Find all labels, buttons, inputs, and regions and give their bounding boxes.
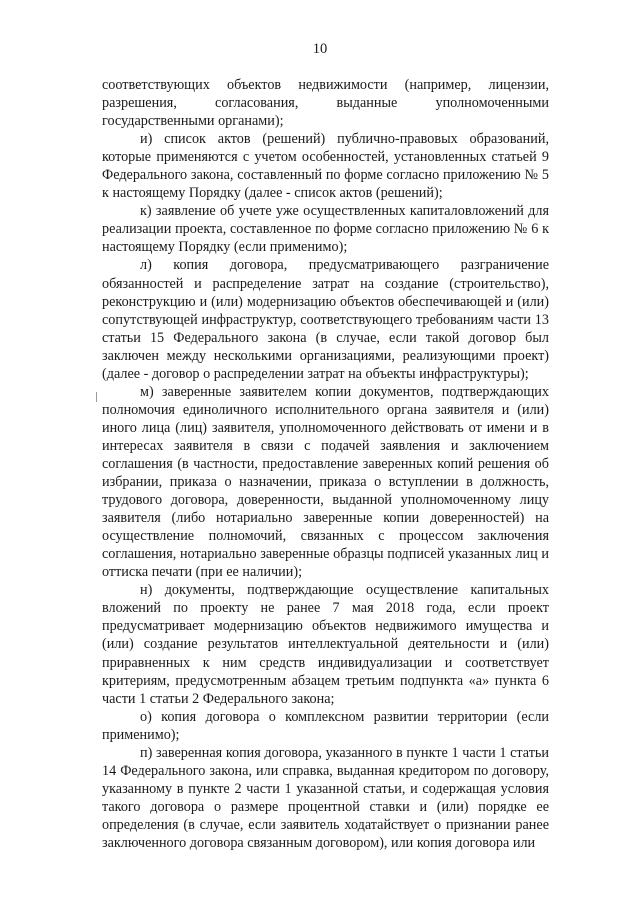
paragraph-item-k: к) заявление об учете уже осуществленных капиталовложений для реализации проекта, составленное по форме согласно приложению № 6 к настоящему Порядку (если применимо); [102,203,549,256]
document-body [102,76,549,852]
margin-mark [96,392,97,402]
paragraph-continuation: соответствующих объектов недвижимости (например, лицензии, разрешения, согласования, выданные уполномоченными государственными органами); [102,77,549,130]
page-number: 10 [312,41,328,57]
paragraph-item-o: о) копия договора о комплексном развитии территории (если применимо); [102,708,549,743]
paragraph-item-p: п) заверенная копия договора, указанного в пункте 1 части 1 статьи 14 Федерального закона, или справка, выданная кредитором по договору, указанному в пункте 2 части 1 указанной статьи, и содержащая условия такого договора о размере процентной ставки и (или) порядке ее определения (в случае, если заявитель ходатайствует о признании ранее заключенного договора связанным договором), или копия договора или [102,744,549,851]
paragraph-item-n: н) документы, подтверждающие осуществление капитальных вложений по проекту не ранее 7 мая 2018 года, если проект предусматривает модернизацию объектов недвижимого имущества и (или) создание результатов интеллектуальной деятельности и (или) приравненных к ним средств индивидуализации и соответствует критериям, предусмотренным абзацем третьим подпункта «а» пункта 6 части 1 статьи 2 Федерального закона; [102,582,549,707]
paragraph-item-l: л) копия договора, предусматривающего разграничение обязанностей и распределение затрат на создание (строительство), реконструкцию и (или) модернизацию объектов обеспечивающей и (или) сопутствующей инфраструктур, соответствующего требованиям части 13 статьи 15 Федерального закона (в случае, если такой договор был заключен между несколькими организациями, реализующими проект) (далее - договор о распределении затрат на объекты инфраструктуры); [102,257,549,382]
paragraph-item-m: м) заверенные заявителем копии документов, подтверждающих полномочия единоличного исполнительного органа заявителя и (или) иного лица (лиц) заявителя, уполномоченного действовать от имени и в интересах заявителя в связи с подачей заявления и заключением соглашения (в частности, предоставление заверенных копий решения об избрании, приказа о назначении, приказа о вступлении в должность, трудового договора, доверенности, выданной уполномоченному лицу заявителя (либо нотариально заверенные копии доверенностей) на осуществление полномочий, связанных с процессом заключения соглашения, нотариально заверенные образцы подписей указанных лиц и оттиска печати (при ее наличии); [102,383,549,581]
paragraph-item-i: и) список актов (решений) публично-правовых образований, которые применяются с учетом особенностей, установленных статьей 9 Федерального закона, составленный по форме согласно приложению № 5 к настоящему Порядку (далее - список актов (решений); [102,131,549,202]
